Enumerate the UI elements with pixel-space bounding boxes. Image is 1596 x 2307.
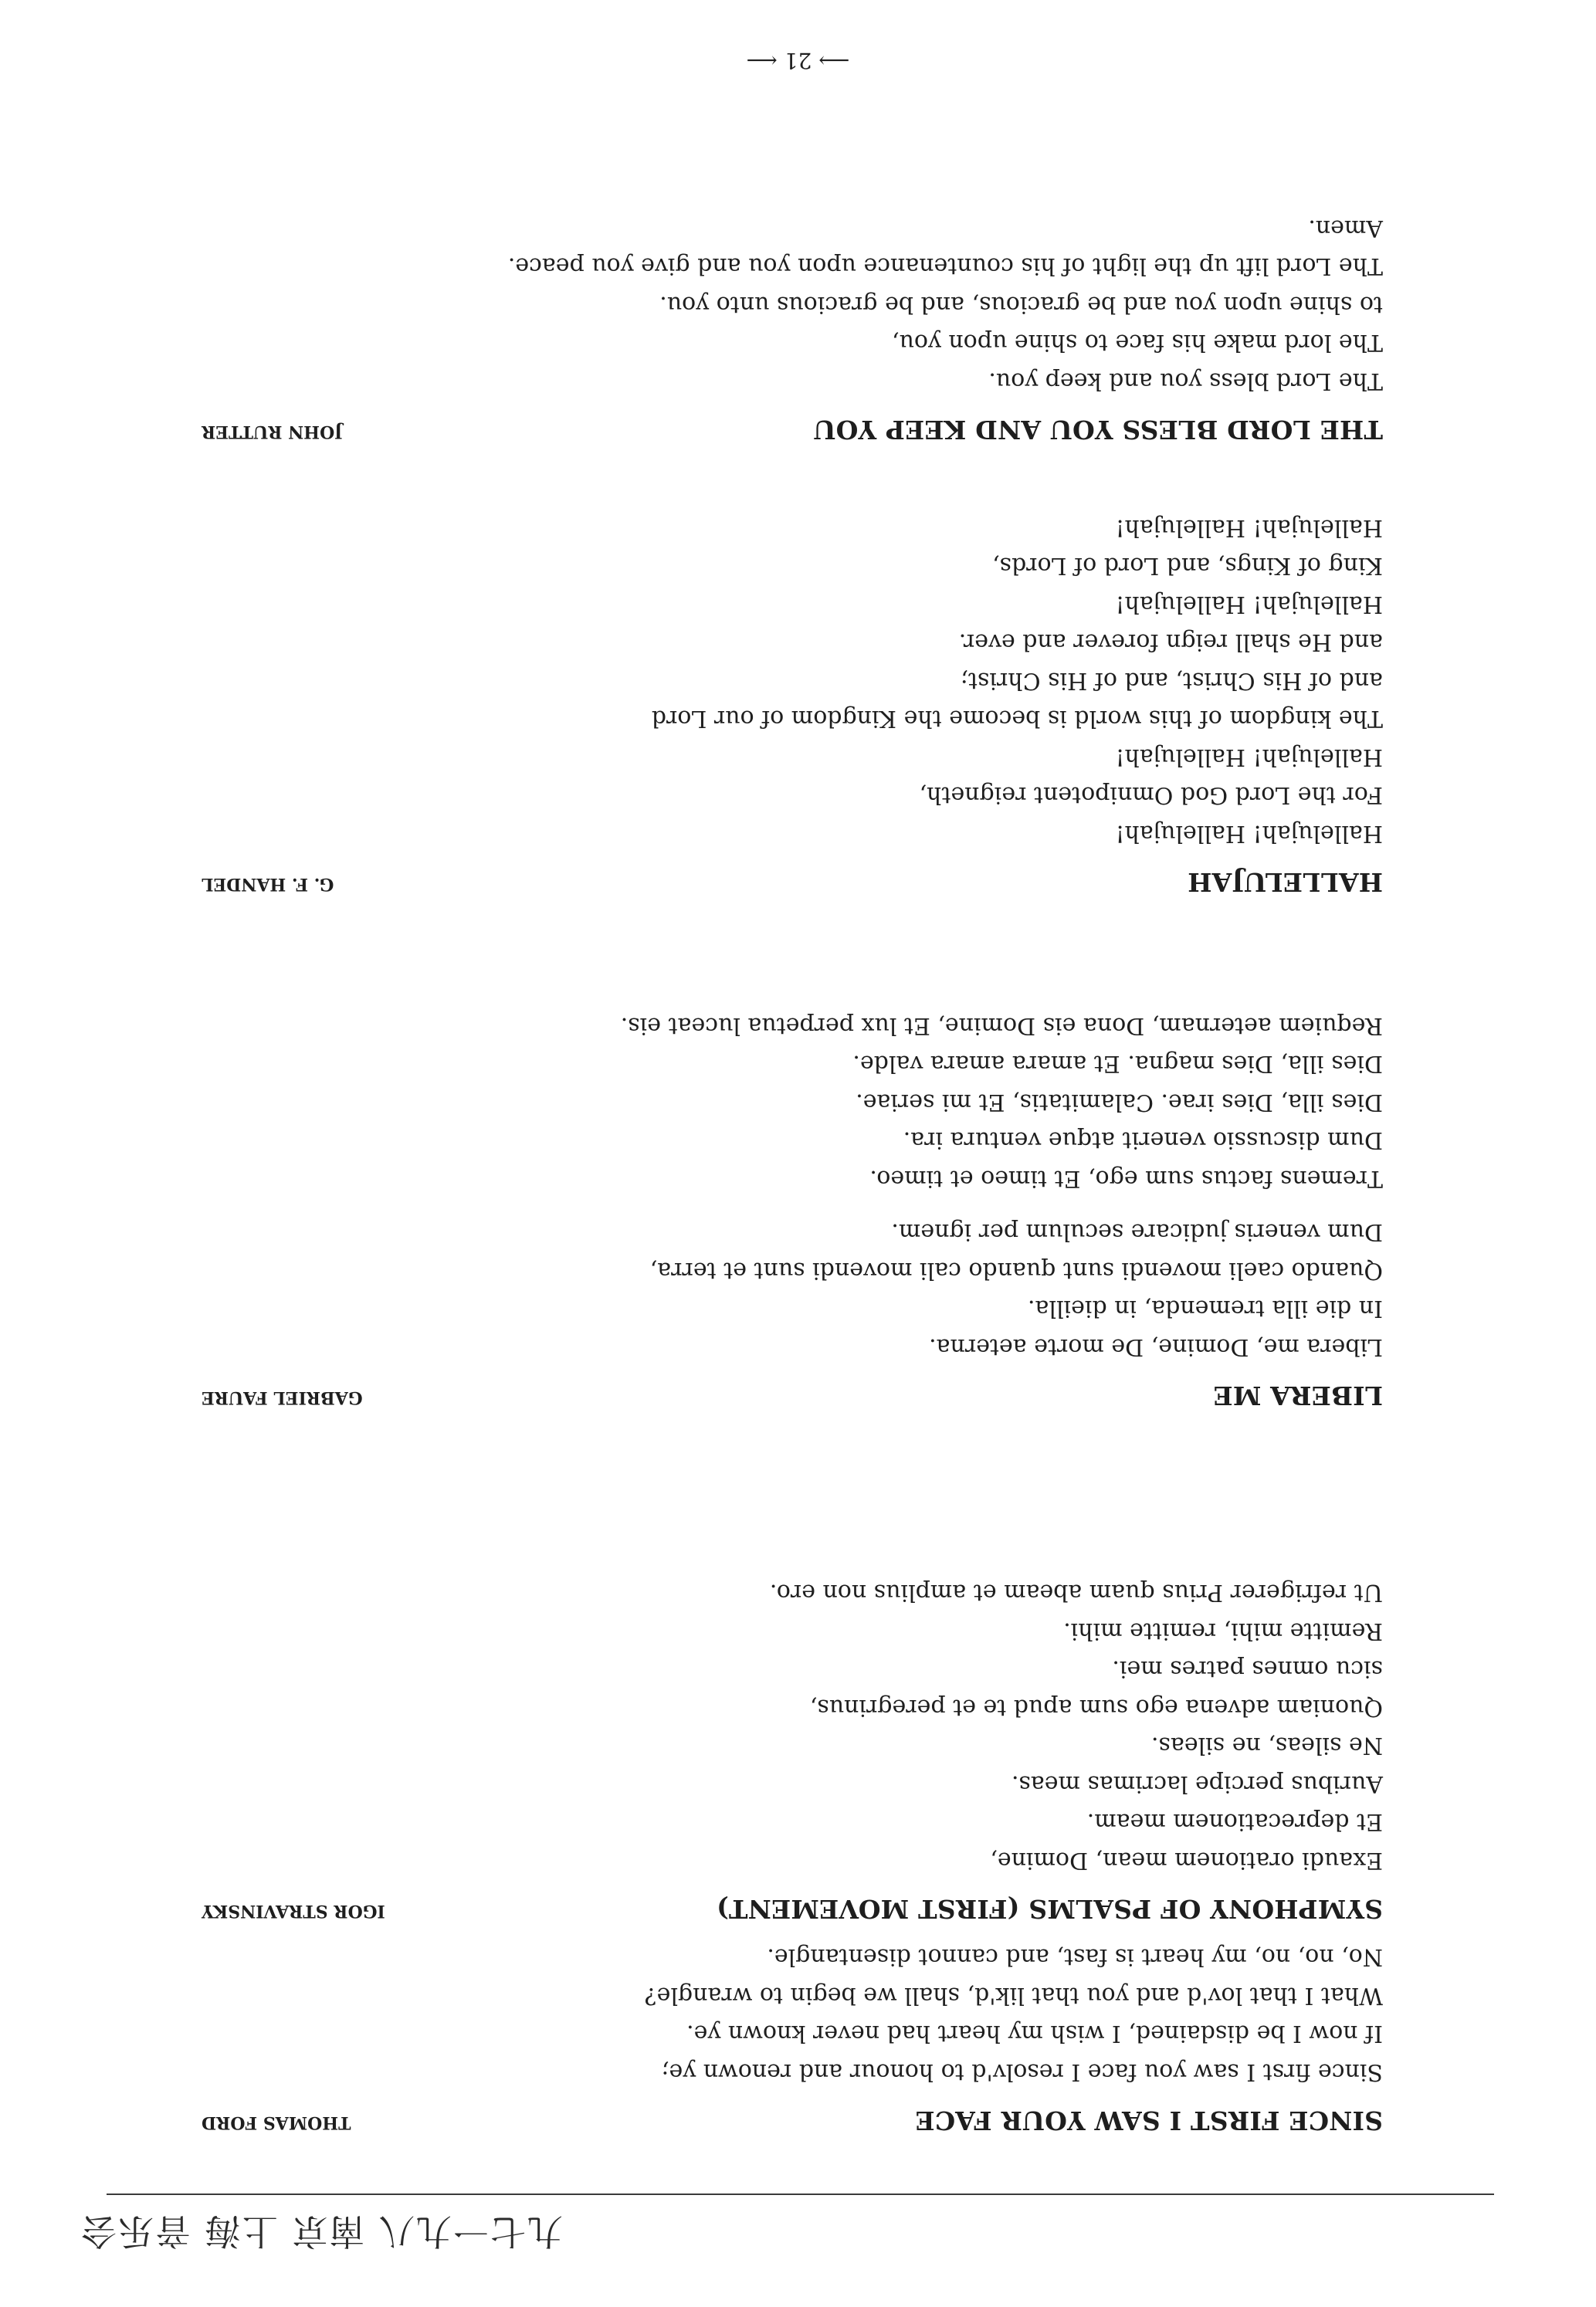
piece-title: LIBERA ME (1213, 1380, 1383, 1411)
piece-title: HALLELUJAH (1188, 867, 1383, 897)
lyric-line: Ut refrigerer Prius quam abeam et amplius non ero. (769, 1579, 1383, 1607)
lyric-line: Libera me, Domine, De morte aeterna. (929, 1333, 1383, 1360)
lyric-line: What I that lov'd and you that lik'd, shall we begin to wrangle? (644, 1982, 1383, 2009)
lyric-line: King of Kings, and Lord of Lords, (992, 552, 1383, 580)
lyric-line: No, no, no, my heart is fast, and cannot disentangle. (767, 1943, 1383, 1971)
piece-title: SINCE FIRST I SAW YOUR FACE (915, 2105, 1383, 2136)
lyric-line: Quoniam advena ego sum apud te et peregrinus, (809, 1694, 1383, 1721)
stanza-gap (101, 1198, 1383, 1213)
lyric-line: If now I be disdained, I wish my heart had never known ye. (686, 2020, 1383, 2048)
lyric-line: to shine upon you and be gracious, and be gracious unto you. (659, 291, 1383, 318)
lyric-line: sicu omnes patres mei. (1112, 1655, 1383, 1683)
lyric-line: The Lord lift up the light of his countenance upon you and give you peace. (507, 252, 1383, 280)
lyric-line: Remitte mihi, remitte mihi. (1063, 1618, 1383, 1645)
lyric-line: and He shall reign forever and ever. (958, 628, 1383, 656)
lyric-line: Tremens factus sum ego, Et timeo et timeo. (869, 1165, 1383, 1192)
lyric-line: Dum discussio venerit atque ventura ira. (903, 1126, 1383, 1154)
lyrics-block (101, 1007, 1383, 1367)
lyrics-block (101, 209, 1383, 401)
lyric-line: The kingdom of this world is become the Kingdom of our Lord (651, 705, 1383, 733)
piece-heading (101, 1380, 1383, 1411)
piece-composer: THOMAS FORD (202, 2112, 351, 2133)
lyrics-block (101, 1574, 1383, 1879)
lyric-line: Ne sileas, ne sileas. (1151, 1732, 1383, 1760)
lyric-line: Hallelujah! Hallelujah! (1115, 591, 1383, 618)
lyric-line: In die illa tremenda, in dieilla. (1027, 1295, 1383, 1323)
lyric-line: For the Lord God Omnipotent reigneth, (919, 781, 1383, 809)
lyric-line: Dies illa, Dies irae. Calamitatis, Et mi seriae. (856, 1089, 1383, 1116)
piece-title: THE LORD BLESS YOU AND KEEP YOU (813, 415, 1383, 445)
page-number: ⟶ 21 ⟵ (746, 48, 850, 73)
lyric-line: Auribus percipe lacrimas meas. (1011, 1770, 1383, 1797)
piece-composer: GABRIEL FAURE (202, 1387, 363, 1408)
piece (101, 509, 1383, 898)
lyric-line: Dies illa, Dies magna. Et amara amara valde. (852, 1050, 1383, 1078)
header-text: 九七一九八 南京 上海 音乐会 (80, 2210, 563, 2252)
piece-composer: JOHN RUTTER (202, 422, 343, 442)
piece-composer: IGOR STRAVINSKY (202, 1901, 385, 1921)
lyric-line: Dum veneris judicare seculum per ignem. (891, 1218, 1383, 1246)
lyrics-block (101, 1938, 1383, 2091)
piece (101, 1574, 1383, 1924)
lyric-line: Since first I saw you face I resolv'd to honour and renown ye; (661, 2058, 1383, 2085)
piece-title: SYMPHONY OF PSALMS (FIRST MOVEMENT) (716, 1894, 1383, 1924)
lyric-line: Requiem aeternam, Dona eis Domine, Et lux perpetua luceat eis. (620, 1012, 1383, 1039)
piece (101, 209, 1383, 445)
lyric-line: The Lord bless you and keep you. (988, 368, 1383, 395)
lyric-line: and of His Christ, and of His Christ; (960, 667, 1383, 694)
lyric-line: Exaudi orationem mean, Domine, (990, 1847, 1383, 1874)
piece-heading (101, 2105, 1383, 2136)
lyric-line: Hallelujah! Hallelujah! (1115, 514, 1383, 541)
piece-heading (101, 866, 1383, 897)
lyric-line: Amen. (1308, 215, 1383, 242)
lyric-line: Quando caeli movendi sunt quando cali movendi sunt et terra, (649, 1257, 1383, 1284)
piece (101, 1938, 1383, 2136)
lyrics-block (101, 509, 1383, 853)
piece-heading (101, 414, 1383, 445)
piece-composer: G. F. HANDEL (202, 874, 334, 894)
piece-heading (101, 1893, 1383, 1924)
lyric-line: Hallelujah! Hallelujah! (1115, 744, 1383, 771)
lyric-line: Hallelujah! Hallelujah! (1115, 820, 1383, 847)
piece (101, 1007, 1383, 1411)
lyric-line: Et deprecationem meam. (1086, 1808, 1383, 1836)
header-rule (107, 2194, 1494, 2195)
lyric-line: The lord make his face to shine upon you, (892, 329, 1383, 357)
